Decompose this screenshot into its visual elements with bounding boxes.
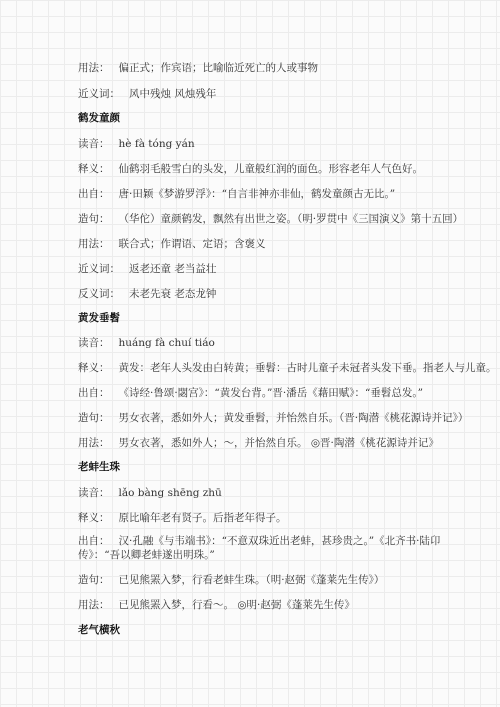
idiom-heading: 老蚌生珠 <box>78 461 120 473</box>
row-label: 用法： <box>78 437 110 449</box>
row-text: 已见熊罴入梦，行看～。 ◎明·赵弼《蓬莱先生传》 <box>118 599 355 611</box>
row-label: 出自： <box>78 188 110 200</box>
idiom-heading: 黄发垂髫 <box>78 312 120 324</box>
synonym-row <box>78 87 460 101</box>
row-text: 偏正式；作宾语；比喻临近死亡的人或事物 <box>118 62 318 74</box>
usage-row <box>78 598 460 612</box>
row-text: 返老还童 老当益壮 <box>129 263 217 275</box>
row-label: 造句： <box>78 574 110 586</box>
row-text: （华佗）童颜鹤发，飘然有出世之姿。（明·罗贯中《三国演义》第十五回） <box>118 213 464 225</box>
row-label: 读音： <box>78 138 110 150</box>
row-text: 仙鹤羽毛般雪白的头发，儿童般红润的面色。形容老年人气色好。 <box>118 163 423 175</box>
row-label: 用法： <box>78 599 110 611</box>
pronunciation-row <box>78 336 460 350</box>
row-text: 男女衣著，悉如外人；黄发垂髫，并怡然自乐。（晋·陶潜《桃花源诗并记》） <box>118 412 469 424</box>
definition-row <box>78 511 460 525</box>
row-text: 原比喻年老有贤子。后指老年得子。 <box>118 512 287 524</box>
pronunciation-row <box>78 486 460 500</box>
idiom-heading: 老气横秋 <box>78 624 120 636</box>
row-label: 释义： <box>78 362 110 374</box>
row-text: 《诗经·鲁颂·閟宫》：“黄发台背。”晋·潘岳《藉田赋》：“垂髫总发。” <box>118 387 423 399</box>
row-text: 黄发：老年人头发由白转黄；垂髫：古时儿童子未冠者头发下垂。指老人与儿童。 <box>118 362 497 374</box>
row-text: 唐·田颖《梦游罗浮》：“自言非神亦非仙，鹤发童颜古无比。” <box>118 188 396 200</box>
source-row <box>78 187 460 201</box>
row-label: 释义： <box>78 163 110 175</box>
row-text: 已见熊罴入梦，行看老蚌生珠。（明·赵弼《蓬莱先生传》） <box>118 574 385 586</box>
row-text: hè fà tóng yán <box>118 138 195 150</box>
row-label: 释义： <box>78 512 110 524</box>
row-label: 出自： <box>78 535 110 547</box>
example-row <box>78 212 464 226</box>
row-text: 男女衣著，悉如外人；～，并怡然自乐。 ◎晋·陶潜《桃花源诗并记》 <box>118 437 439 449</box>
idiom-heading: 鹤发童颜 <box>78 112 120 124</box>
row-label: 用法： <box>78 62 110 74</box>
antonym-row <box>78 287 460 301</box>
row-text: 汉·孔融《与韦端书》：“不意双珠近出老蚌，甚珍贵之。”《北齐书·陆卬传》：“吾以卿老蚌遂出明珠。” <box>78 535 441 561</box>
pronunciation-row <box>78 137 460 151</box>
example-row <box>78 411 469 425</box>
example-row <box>78 573 460 587</box>
synonym-row <box>78 262 460 276</box>
row-text: 风中残烛 风烛残年 <box>129 88 217 100</box>
usage-row <box>78 237 460 251</box>
definition-row <box>78 361 497 375</box>
row-text: 联合式；作谓语、定语；含褒义 <box>118 238 266 250</box>
row-label: 用法： <box>78 238 110 250</box>
usage-row <box>78 436 460 450</box>
row-label: 出自： <box>78 387 110 399</box>
row-text: lǎo bàng shēng zhū <box>118 487 222 499</box>
row-label: 近义词： <box>78 263 120 275</box>
row-text: 未老先衰 老态龙钟 <box>129 288 217 300</box>
row-label: 造句： <box>78 213 110 225</box>
row-text: huáng fà chuí tiáo <box>118 337 215 349</box>
definition-row <box>78 162 460 176</box>
row-label: 造句： <box>78 412 110 424</box>
row-label: 读音： <box>78 487 110 499</box>
row-label: 读音： <box>78 337 110 349</box>
source-row <box>78 534 460 562</box>
row-label: 近义词： <box>78 88 120 100</box>
row-label: 反义词： <box>78 288 120 300</box>
source-row <box>78 386 460 400</box>
usage-row <box>78 61 460 75</box>
